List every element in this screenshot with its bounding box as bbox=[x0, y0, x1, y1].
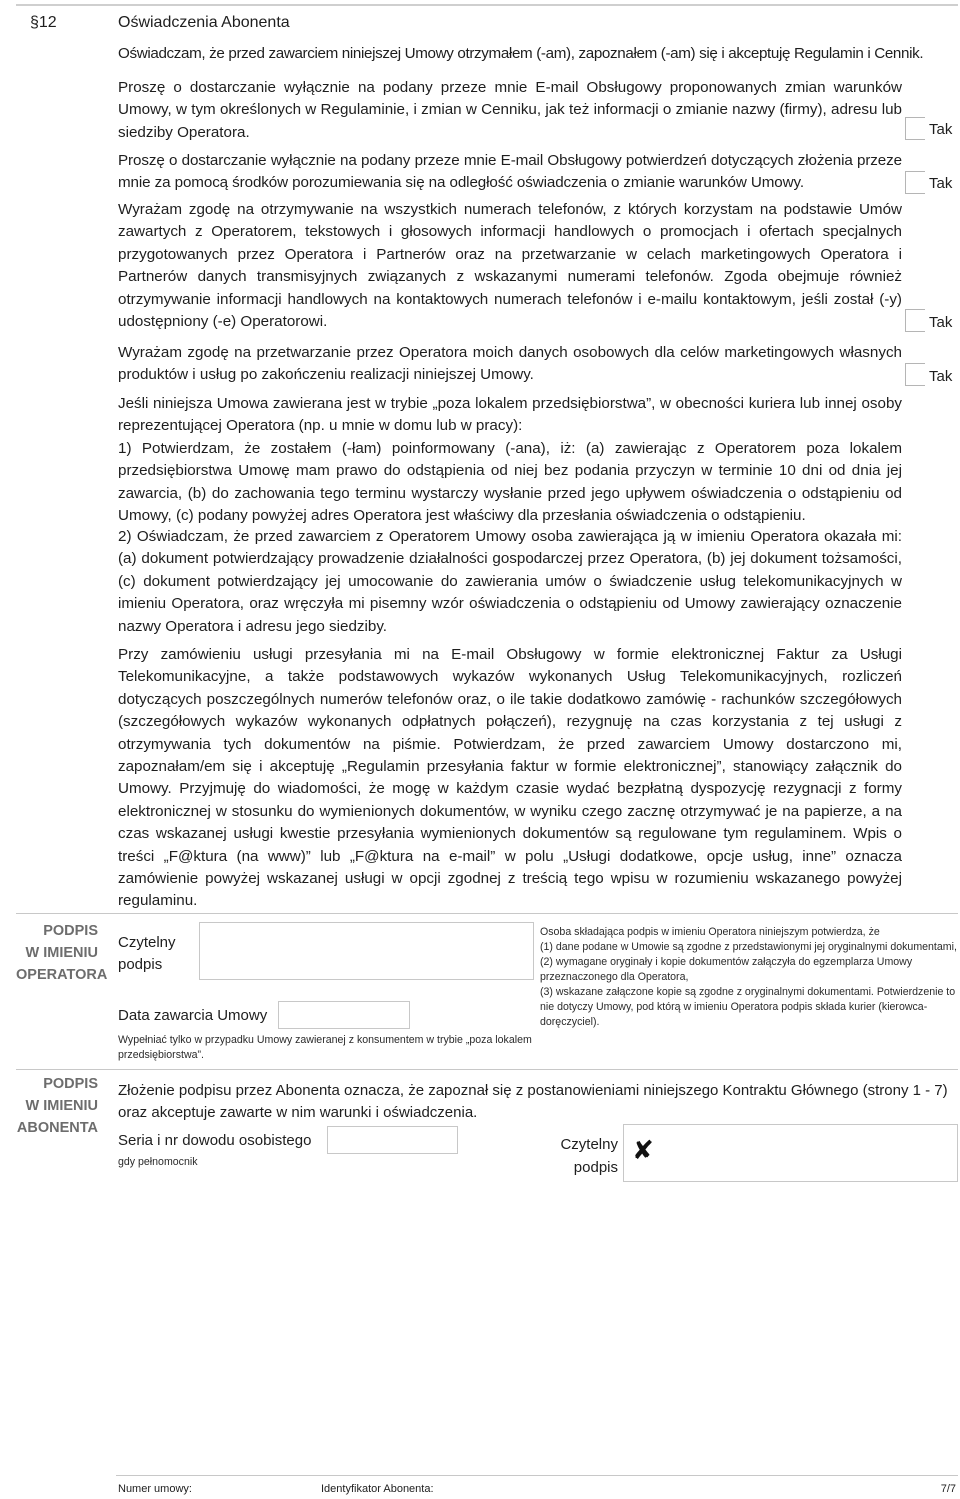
top-divider bbox=[16, 4, 958, 6]
subscriber-id-label: Identyfikator Abonenta: bbox=[321, 1483, 434, 1495]
subscriber-readable-signature-label bbox=[530, 1133, 618, 1179]
confirmation-line: Osoba składająca podpis w imieniu Operatora niniejszym potwierdza, że bbox=[540, 926, 880, 938]
consent-marketing-phone bbox=[118, 199, 902, 333]
paragraph-text: Wyrażam zgodę na otrzymywanie na wszystkich numerach telefonów, z których korzystam na podstawie Umów zawartych z Operatorem, tekstowych i głosowych informacji handlowych o promocjach i ofertach specjalnych przygotowanych przez Operatora i Partnerów oraz na przetwarzanie w celach marketingowych Operatora i Partnerów danych transmisyjnych związanych z wskazanymi numerami telefonów. Zgoda obejmuje również otrzymywanie informacji handlowych na kontaktowych numerach telefonów i e-mailu kontaktowym, jeśli został (-y) udostępniony (-e) Operatorowi. bbox=[118, 201, 902, 331]
operator-confirmation bbox=[540, 925, 958, 1030]
paragraph-text: 1) Potwierdzam, że zostałem (-łam) poinformowany (-ana), iż: (a) zawierając z Operatorem poza lokalem przedsiębiorstwa Umowę mam prawo do odstąpienia od niej bez podania przyczyn w terminie 10 dni od dnia jej zawarcia, (b) do zachowania tego terminu wystarczy wysłanie przed jego upływem oświadczenia o odstąpieniu od Umowy, (c) podany powyżej adres Operatora jest właściwy dla przesłania oświadczenia o odstąpieniu. bbox=[118, 440, 902, 525]
operator-readable-signature-label bbox=[118, 932, 176, 976]
paragraph-text: Proszę o dostarczanie wyłącznie na podany przeze mnie E-mail Obsługowy proponowanych zmian warunków Umowy, w tym określonych w Regulaminie, i zmian w Cenniku, jak też informacji o zmianie nazwy (firmy), adresu lub siedziby Operatora. bbox=[118, 79, 902, 141]
consent-checkbox-marketing-phone[interactable] bbox=[905, 309, 925, 332]
consent-checkbox-email-confirmations[interactable] bbox=[905, 171, 925, 194]
id-document-field[interactable] bbox=[327, 1126, 458, 1154]
page-number: 7/7 bbox=[940, 1483, 956, 1495]
heading-line: OPERATORA bbox=[16, 967, 108, 983]
signature-divider bbox=[16, 1069, 958, 1070]
subscriber-signature-heading bbox=[16, 1073, 98, 1139]
off-premises-point-2 bbox=[118, 526, 902, 638]
off-premises-intro bbox=[118, 393, 902, 438]
statement-email-changes bbox=[118, 77, 902, 144]
heading-line: W IMIENIU bbox=[25, 1098, 98, 1114]
label-line: Czytelny bbox=[560, 1136, 618, 1153]
sign-here-mark-icon: ✘ bbox=[632, 1136, 654, 1166]
subscriber-signature-field[interactable] bbox=[623, 1124, 958, 1182]
label-line: podpis bbox=[573, 1159, 618, 1176]
label-line: podpis bbox=[118, 956, 163, 973]
paragraph-text: 2) Oświadczam, że przed zawarciem z Operatorem Umowy osoba zawierająca ją w imieniu Operatora okazała mi: (a) dokument potwierdzający prowadzenie działalności gospodarczej przez Operatora, (b) jej dokument tożsamości, (c) dokument potwierdzający jej umocowanie do zawierania umów o świadczenie usług telekomunikacyjnych w imieniu Operatora, oraz wręczyła mi pisemny wzór oświadczenia o odstąpieniu od Umowy zawierający oznaczenie nazwy Operatora i adresu jego siedziby. bbox=[118, 528, 902, 635]
paragraph-text: Wyrażam zgodę na przetwarzanie przez Operatora moich danych osobowych dla celów marketingowych własnych produktów i usług po zakończeniu realizacji niniejszej Umowy. bbox=[118, 344, 902, 384]
consent-checkbox-marketing-data[interactable] bbox=[905, 363, 925, 386]
confirmation-line: (3) wskazane załączone kopie są zgodne z oryginalnymi dokumentami. Potwierdzenie to nie dotyczy Umowy, pod którą w imieniu Operatora podpis składa kurier (kierowca-doręczyciel). bbox=[540, 986, 956, 1028]
consent-label: Tak bbox=[929, 314, 953, 331]
heading-line: W IMIENIU bbox=[25, 945, 98, 961]
off-premises-point-1 bbox=[118, 438, 902, 528]
consent-label: Tak bbox=[929, 368, 953, 385]
e-invoice-statement bbox=[118, 644, 902, 913]
paragraph-text: Proszę o dostarczanie wyłącznie na podany przeze mnie E-mail Obsługowy potwierdzeń dotyczących złożenia przeze mnie za pomocą środków porozumiewania się na odległość oświadczenia o zmianie warunków Umowy. bbox=[118, 152, 902, 192]
consent-label: Tak bbox=[929, 121, 953, 138]
id-document-label: Seria i nr dowodu osobistego bbox=[118, 1132, 312, 1149]
consent-label: Tak bbox=[929, 175, 953, 192]
paragraph-text: Oświadczam, że przed zawarciem niniejszej Umowy otrzymałem (-am), zapoznałem (-am) się i akceptuję Regulamin i Cennik. bbox=[118, 45, 924, 62]
section-number: §12 bbox=[30, 14, 57, 31]
subscriber-signature-statement: Złożenie podpisu przez Abonenta oznacza, że zapoznał się z postanowieniami niniejszego Kontraktu Głównego (strony 1 - 7) oraz akceptuje zawarte w nim warunki i oświadczenia. bbox=[118, 1082, 948, 1121]
operator-signature-field[interactable] bbox=[199, 922, 534, 980]
confirmation-line: (1) dane podane w Umowie są zgodne z przedstawionymi jej oryginalnymi dokumentami, bbox=[540, 941, 957, 953]
paragraph-text: Jeśli niniejsza Umowa zawierana jest w trybie „poza lokalem przedsiębiorstwa”, w obecności kuriera lub innej osoby reprezentującej Operatora (np. u mnie w domu lub w pracy): bbox=[118, 395, 902, 435]
section-title: Oświadczenia Abonenta bbox=[118, 14, 290, 31]
consent-marketing-data bbox=[118, 342, 902, 387]
confirmation-line: (2) wymagane oryginały i kopie dokumentów załączyła do egzemplarza Umowy przeznaczonego dla Operatora, bbox=[540, 956, 913, 983]
statement-email-confirmations bbox=[118, 150, 902, 195]
contract-date-field[interactable] bbox=[278, 1001, 410, 1029]
operator-signature-heading bbox=[16, 920, 108, 986]
contract-date-label: Data zawarcia Umowy bbox=[118, 1007, 268, 1024]
id-document-note: gdy pełnomocnik bbox=[118, 1156, 198, 1168]
paragraph-text: Przy zamówieniu usługi przesyłania mi na E-mail Obsługowy w formie elektronicznej Faktur za Usługi Telekomunikacyjne, a także podstawowych wykazów wykonanych Usług Telekomunikacyjnych, rozliczeń dotyczących poszczególnych numerów telefonów oraz, o ile takie dodatkowo zamówię - rachunków szczegółowych (szczegółowych wykazów wykonanych odpłatnych połączeń), rezygnuję na czas korzystania z tej usługi z otrzymywania tych dokumentów na piśmie. Potwierdzam, że przed zawarciem Umowy dostarczono mi, zapoznałam/em się i akceptuję „Regulamin przesyłania faktur w formie elektronicznej”, stanowiący załącznik do Umowy. Przyjmuję do wiadomości, że mogę w każdym czasie wydać bezpłatną dyspozycję rezygnacji z formy elektronicznej w stosunku do wymienionych dokumentów, w wyniku czego zacznę otrzymywać je na papierze, a na czas wskazanej usługi kwestie przesyłania wymienionych dokumentów są regulowane tym regulaminem. Wpis o treści „F@ktura (na www)” lub „F@ktura na e-mail” w polu „Usługi dodatkowe, opcje usług, inne” oznacza zamówienie powyżej wskazanej usługi w opcji zgodnej z treścią tego wpisu w rozumieniu wskazanego powyżej regulaminu. bbox=[118, 646, 902, 910]
footer-divider bbox=[116, 1475, 958, 1476]
signature-divider bbox=[16, 913, 958, 914]
contract-number-label: Numer umowy: bbox=[118, 1483, 192, 1495]
label-line: Czytelny bbox=[118, 934, 176, 951]
heading-line: PODPIS bbox=[43, 1076, 98, 1092]
contract-date-note: Wypełniać tylko w przypadku Umowy zawieranej z konsumentem w trybie „poza lokalem przedsiębiorstwa”. bbox=[118, 1034, 532, 1061]
statement-regulations bbox=[118, 43, 924, 65]
heading-line: PODPIS bbox=[43, 923, 98, 939]
consent-checkbox-email-changes[interactable] bbox=[905, 117, 925, 140]
heading-line: ABONENTA bbox=[16, 1120, 98, 1136]
